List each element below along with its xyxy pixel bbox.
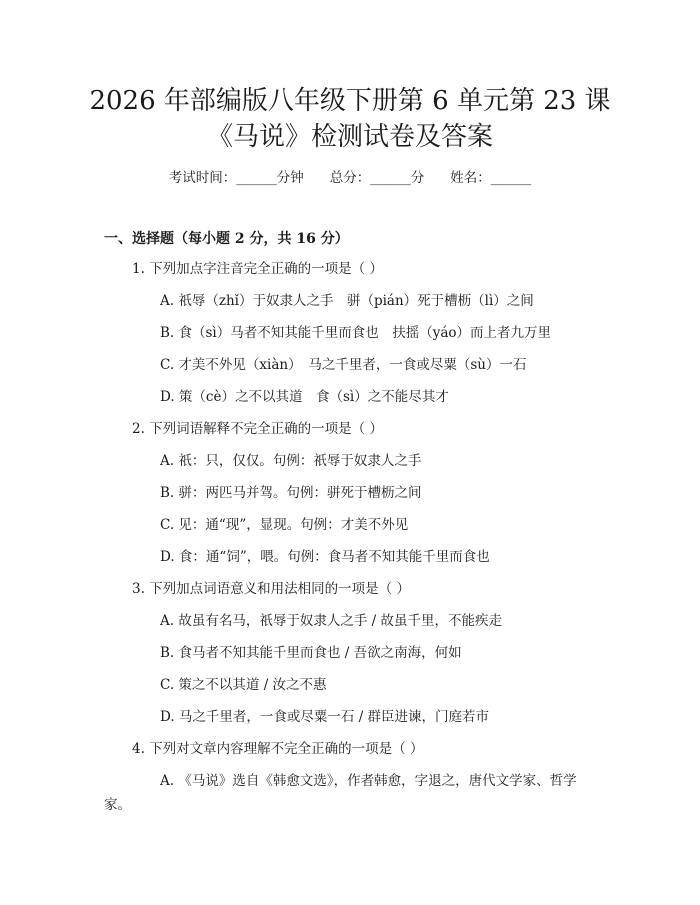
question-option: D. 马之千里者，一食或尽粟一石 / 群臣进谏，门庭若市 bbox=[160, 709, 490, 725]
question-option: A. 《马说》选自《韩愈文选》，作者韩愈，字退之，唐代文学家、哲学 bbox=[160, 773, 577, 789]
section-heading: 一、选择题（每小题 2 分，共 16 分） bbox=[104, 231, 349, 247]
total-score-field: 总分：______分 bbox=[329, 170, 425, 186]
question-option: B. 骈：两匹马并驾。句例：骈死于槽枥之间 bbox=[160, 485, 422, 501]
question-option: C. 才美不外见（xiàn） 马之千里者，一食或尽粟（sù）一石 bbox=[160, 357, 527, 373]
question-option: C. 见：通“现”，显现。句例：才美不外见 bbox=[160, 517, 409, 533]
question-stem: 1. 下列加点字注音完全正确的一项是（ ） bbox=[132, 261, 383, 277]
question-stem: 2. 下列词语解释不完全正确的一项是（ ） bbox=[132, 421, 383, 437]
question-stem: 3. 下列加点词语意义和用法相同的一项是（ ） bbox=[132, 581, 410, 597]
question-option: B. 食（sì）马者不知其能千里而食也 扶摇（yáo）而上者九万里 bbox=[160, 325, 552, 341]
question-option: A. 祇：只，仅仅。句例：祇辱于奴隶人之手 bbox=[160, 453, 422, 469]
question-option: D. 食：通“饲”，喂。句例：食马者不知其能千里而食也 bbox=[160, 549, 490, 565]
question-option: C. 策之不以其道 / 汝之不惠 bbox=[160, 677, 327, 693]
page-title-line-2: 《马说》检测试卷及答案 bbox=[206, 122, 493, 152]
exam-time-field: 考试时间：______分钟 bbox=[168, 170, 304, 186]
question-stem: 4. 下列对文章内容理解不完全正确的一项是（ ） bbox=[132, 741, 424, 757]
page-title-line-1: 2026 年部编版八年级下册第 6 单元第 23 课 bbox=[89, 86, 611, 116]
exam-meta bbox=[0, 168, 700, 188]
question-option-continuation: 家。 bbox=[104, 797, 131, 813]
student-name-field: 姓名：______ bbox=[450, 170, 532, 186]
question-option: D. 策（cè）之不以其道 食（sì）之不能尽其才 bbox=[160, 389, 449, 405]
question-option: A. 祇辱（zhǐ）于奴隶人之手 骈（pián）死于槽枥（lì）之间 bbox=[160, 293, 534, 309]
question-option: B. 食马者不知其能千里而食也 / 吾欲之南海，何如 bbox=[160, 645, 462, 661]
question-option: A. 故虽有名马，祇辱于奴隶人之手 / 故虽千里，不能疾走 bbox=[160, 613, 502, 629]
